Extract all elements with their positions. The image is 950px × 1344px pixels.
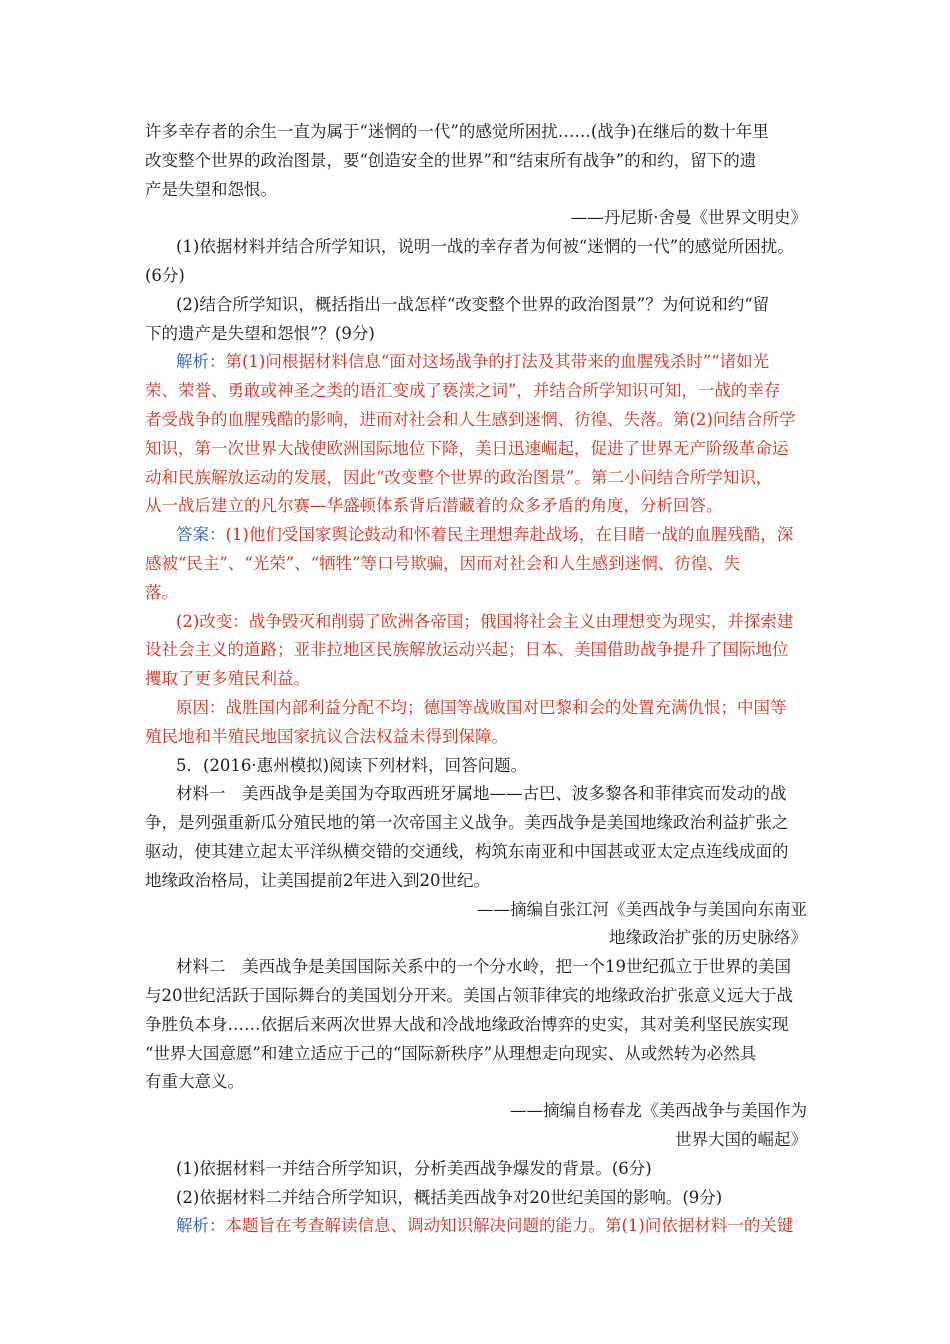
material-1-line: 材料一 美西战争是美国为夺取西班牙属地——古巴、波多黎各和菲律宾而发动的战 — [176, 784, 787, 803]
material-2-line: “世界大国意愿”和建立适应于己的“国际新秩序”从理想走向现实、从或然转为必然具 — [145, 1044, 757, 1063]
source-citation: 地缘政治扩张的历史脉络》 — [609, 928, 807, 947]
question-5-2: (2)依据材料二并结合所学知识，概括美西战争对20世纪美国的影响。(9分) — [176, 1188, 723, 1207]
material-quote-line: 许多幸存者的余生一直为属于“迷惘的一代”的感觉所困扰……(战争)在继后的数十年里 — [145, 122, 769, 141]
question-2-cont: 下的遗产是失望和怨恨”？(9分) — [145, 324, 375, 343]
answer-line: 攫取了更多殖民利益。 — [145, 669, 310, 688]
material-quote-line: 改变整个世界的政治图景，要“创造安全的世界”和“结束所有战争”的和约，留下的遗 — [145, 151, 757, 170]
answer-line: 原因：战胜国内部利益分配不均；德国等战败国对巴黎和会的处置充满仇恨；中国等 — [176, 698, 787, 717]
source-citation: ——丹尼斯·舍曼《世界文明史》 — [570, 208, 807, 227]
material-2-line: 材料二 美西战争是美国国际关系中的一个分水岭，把一个19世纪孤立于世界的美国 — [176, 957, 791, 976]
analysis-label: 解析： — [176, 352, 226, 371]
source-citation: ——摘编自张江河《美西战争与美国向东南亚 — [477, 900, 807, 919]
answer-line: 落。 — [145, 583, 178, 602]
material-2-line: 争胜负本身……依据后来两次世界大战和冷战地缘政治博弈的史实，其对美利坚民族实现 — [145, 1015, 789, 1034]
question-1: (1)依据材料并结合所学知识，说明一战的幸存者为何被“迷惘的一代”的感觉所困扰。 — [176, 237, 794, 256]
question-5-heading: 5．(2016·惠州模拟)阅读下列材料，回答问题。 — [176, 756, 528, 775]
analysis-line: 从一战后建立的凡尔赛—华盛顿体系背后潜藏着的众多矛盾的角度，分析回答。 — [145, 496, 723, 515]
analysis-line: 动和民族解放运动的发展，因此“改变整个世界的政治图景”。第二小问结合所学知识， — [145, 468, 773, 487]
material-1-line: 地缘政治格局，让美国提前2年进入到20世纪。 — [145, 871, 490, 890]
material-2-line: 有重大意义。 — [145, 1072, 244, 1091]
material-quote-line: 产是失望和怨恨。 — [145, 180, 277, 199]
question-5-1: (1)依据材料一并结合所学知识，分析美西战争爆发的背景。(6分) — [176, 1159, 652, 1178]
answer-label: 答案： — [176, 525, 226, 544]
answer-line: (2)改变：战争毁灭和削弱了欧洲各帝国；俄国将社会主义由理想变为现实，并探索建 — [176, 612, 794, 631]
question-1-score: (6分) — [145, 266, 185, 285]
question-2: (2)结合所学知识，概括指出一战怎样“改变整个世界的政治图景”？为何说和约“留 — [176, 295, 770, 314]
analysis-line: 知识，第一次世界大战使欧洲国际地位下降，美日迅速崛起，促进了世界无产阶级革命运 — [145, 439, 789, 458]
answer-line: 感被“民主”、“光荣”、“牺牲”等口号欺骗，因而对社会和人生感到迷惘、彷徨、失 — [145, 554, 741, 573]
answer-line: 设社会主义的道路；亚非拉地区民族解放运动兴起；日本、美国借助战争提升了国际地位 — [145, 640, 789, 659]
analysis-line: 者受战争的血腥残酷的影响，进而对社会和人生感到迷惘、彷徨、失落。第(2)问结合所学 — [145, 410, 796, 429]
material-2-line: 与20世纪活跃于国际舞台的美国划分开来。美国占领菲律宾的地缘政治扩张意义远大于战 — [145, 986, 793, 1005]
answer-line: 答案：(1)他们受国家舆论鼓动和怀着民主理想奔赴战场，在目睹一战的血腥残酷，深 — [176, 525, 794, 544]
analysis-line: 解析：本题旨在考查解读信息、调动知识解决问题的能力。第(1)问依据材料一的关键 — [176, 1216, 794, 1235]
analysis-line: 解析：第(1)问根据材料信息“面对这场战争的打法及其带来的血腥残杀时”“诸如光 — [176, 352, 770, 371]
source-citation: ——摘编自杨春龙《美西战争与美国作为 — [510, 1101, 807, 1120]
analysis-label: 解析： — [176, 1216, 226, 1235]
answer-line: 殖民地和半殖民地国家抗议合法权益未得到保障。 — [145, 727, 508, 746]
material-1-line: 驱动，使其建立起太平洋纵横交错的交通线，构筑东南亚和中国甚或亚太定点连线成面的 — [145, 842, 789, 861]
material-1-line: 争，是列强重新瓜分殖民地的第一次帝国主义战争。美西战争是美国地缘政治利益扩张之 — [145, 813, 789, 832]
analysis-line: 荣、荣誉、勇敢或神圣之类的语汇变成了亵渎之词”，并结合所学知识可知，一战的幸存 — [145, 381, 781, 400]
source-citation: 世界大国的崛起》 — [675, 1130, 807, 1149]
